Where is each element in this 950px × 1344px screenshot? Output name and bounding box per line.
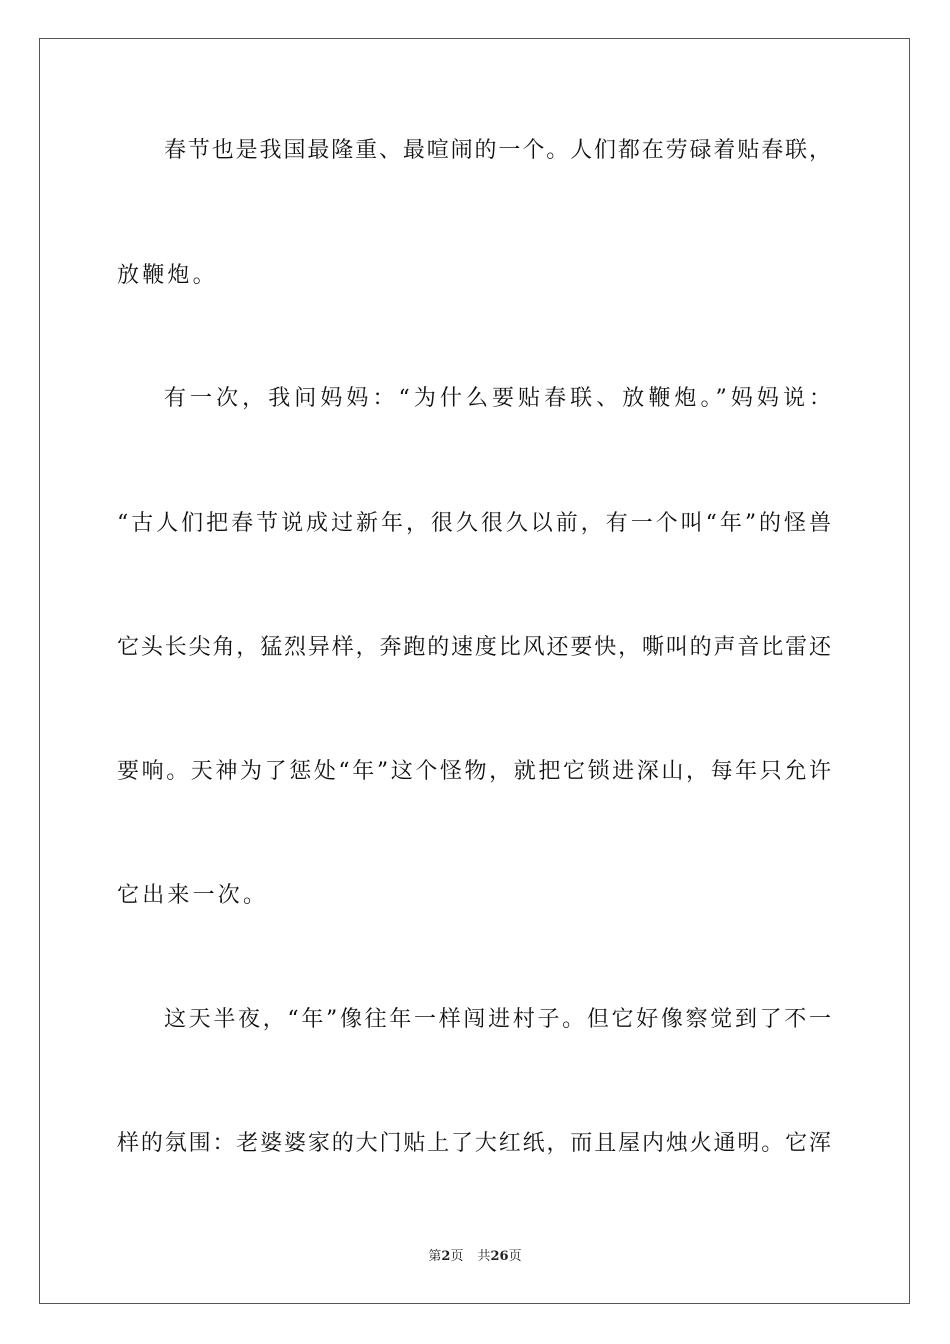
page-footer (0, 1248, 950, 1266)
total-pages: 26 (490, 1249, 509, 1264)
paragraph-line: 它头长尖角，猛烈异样，奔跑的速度比风还要快，嘶叫的声音比雷还 (117, 635, 831, 660)
total-prefix: 共 (477, 1249, 491, 1264)
total-suffix: 页 (508, 1249, 522, 1264)
paragraph-line: 它出来一次。 (117, 883, 269, 908)
paragraph-line: 放鞭炮。 (117, 263, 218, 288)
page-suffix: 页 (450, 1249, 464, 1264)
page-number: 2 (441, 1249, 451, 1264)
paragraph-line: “古人们把春节说成过新年，很久很久以前，有一个叫“年”的怪兽 (117, 511, 831, 536)
page-prefix: 第 (428, 1249, 442, 1264)
paragraph-line: 春节也是我国最隆重、最喧闹的一个。人们都在劳碌着贴春联， (164, 138, 831, 163)
paragraph-line: 有一次，我问妈妈：“为什么要贴春联、放鞭炮。”妈妈说： (164, 386, 831, 411)
paragraph-line: 要响。天神为了惩处“年”这个怪物，就把它锁进深山，每年只允许 (117, 759, 831, 784)
paragraph-line: 样的氛围：老婆婆家的大门贴上了大红纸，而且屋内烛火通明。它浑 (117, 1131, 831, 1156)
page-frame (39, 38, 910, 1304)
paragraph-line: 这天半夜，“年”像往年一样闯进村子。但它好像察觉到了不一 (164, 1007, 831, 1032)
